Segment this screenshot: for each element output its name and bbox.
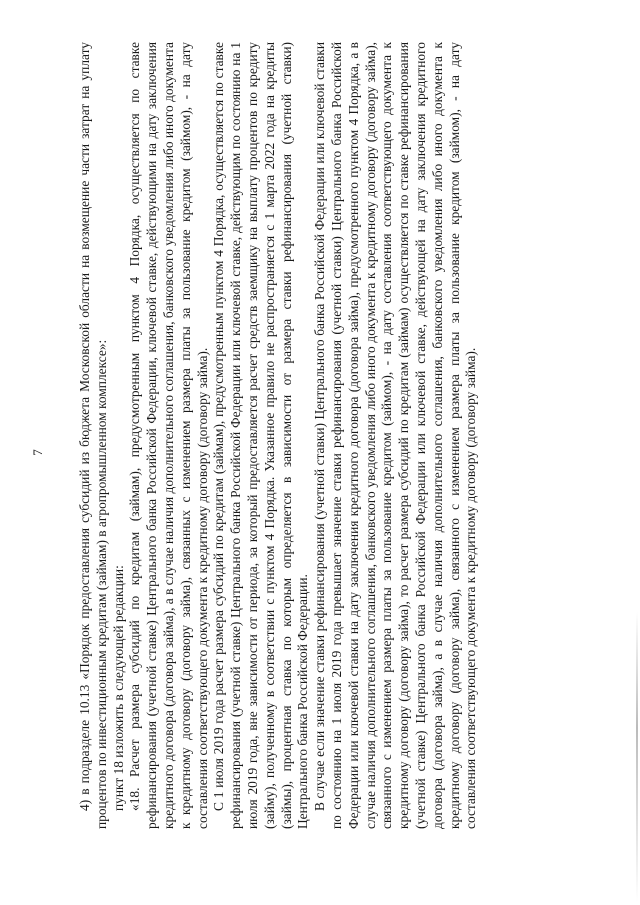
paragraph-instruction: пункт 18 изложить в следующей редакции: [110, 565, 126, 811]
paragraph-from-july-2019: С 1 июля 2019 года расчет размера субсидий по кредитам (займам), предусмотренным пунктом 4 Порядка, осуществляется по ставке рефинансирования (учетной ставке) Центрального банка Российской Федерации или ключевой ставке, действующим по состоянию на 1 июля 2019 года, вне зависимости от периода, за который предоставляется расчет средств заемщику на выплату процентов по кредиту (займу), полученному в соответствии с пунктом 4 Порядка. Указанное правило не распространяется с 1 марта 2022 года на кредиты (займы), процентная ставка по которым определяется в зависимости от размера ставки рефинансирования (учетной ставки) Центрального банка Российской Федерации. [211, 42, 311, 829]
paragraph-intro: 4) в подразделе 10.13 «Порядок предоставления субсидий из бюджета Московской области на возмещение части затрат на уплату процентов по инвестиционным кредитам (займам) в агропромышленном комплексе»: [77, 42, 109, 829]
document-body [77, 42, 480, 829]
page-number: 7 [30, 449, 45, 456]
paragraph-if-rate-exceeds: В случае если значение ставки рефинансирования (учетной ставки) Центрального банка Российской Федерации или ключевой ставки по состоянию на 1 июля 2019 года превышает значение ставки рефинансирования (учетной ставки) Центрального банка Российской Федерации или ключевой ставки на дату заключения кредитного договора (договора займа), предусмотренного пунктом 4 Порядка, а в случае наличия дополнительного соглашения, банковского уведомления либо иного документа к кредитному договору (договору займа), связанного с изменением размера платы за пользование кредитом (займом), - на дату составления соответствующего документа к кредитному договору (договору займа), то расчет размера субсидий по кредитам (займам) осуществляется по ставке рефинансирования (учетной ставке) Центрального банка Российской Федерации или ключевой ставке, действующей на дату заключения кредитного договора (договора займа), а в случае наличия дополнительного соглашения, банковского уведомления либо иного документа к кредитному договору (договору займа), связанного с изменением размера платы за пользование кредитом (займом), - на дату составления соответствующего документа к кредитному договору (договору займа). [312, 42, 479, 829]
scan-edge-mark [636, 612, 638, 902]
paragraph-item-18: «18. Расчет размера субсидий по кредитам (займам), предусмотренным пунктом 4 Порядка, осуществляется по ставке рефинансирования (учетной ставке) Центрального банка Российской Федерации, ключевой ставке, действующими на дату заключения кредитного договора (договора займа), а в случае наличия дополнительного соглашения, банковского уведомления либо иного документа к кредитному договору (договору займа), связанных с изменением размера платы за пользование кредитом (займом), - на дату составления соответствующего документа к кредитному договору (договору займа). [127, 42, 210, 829]
